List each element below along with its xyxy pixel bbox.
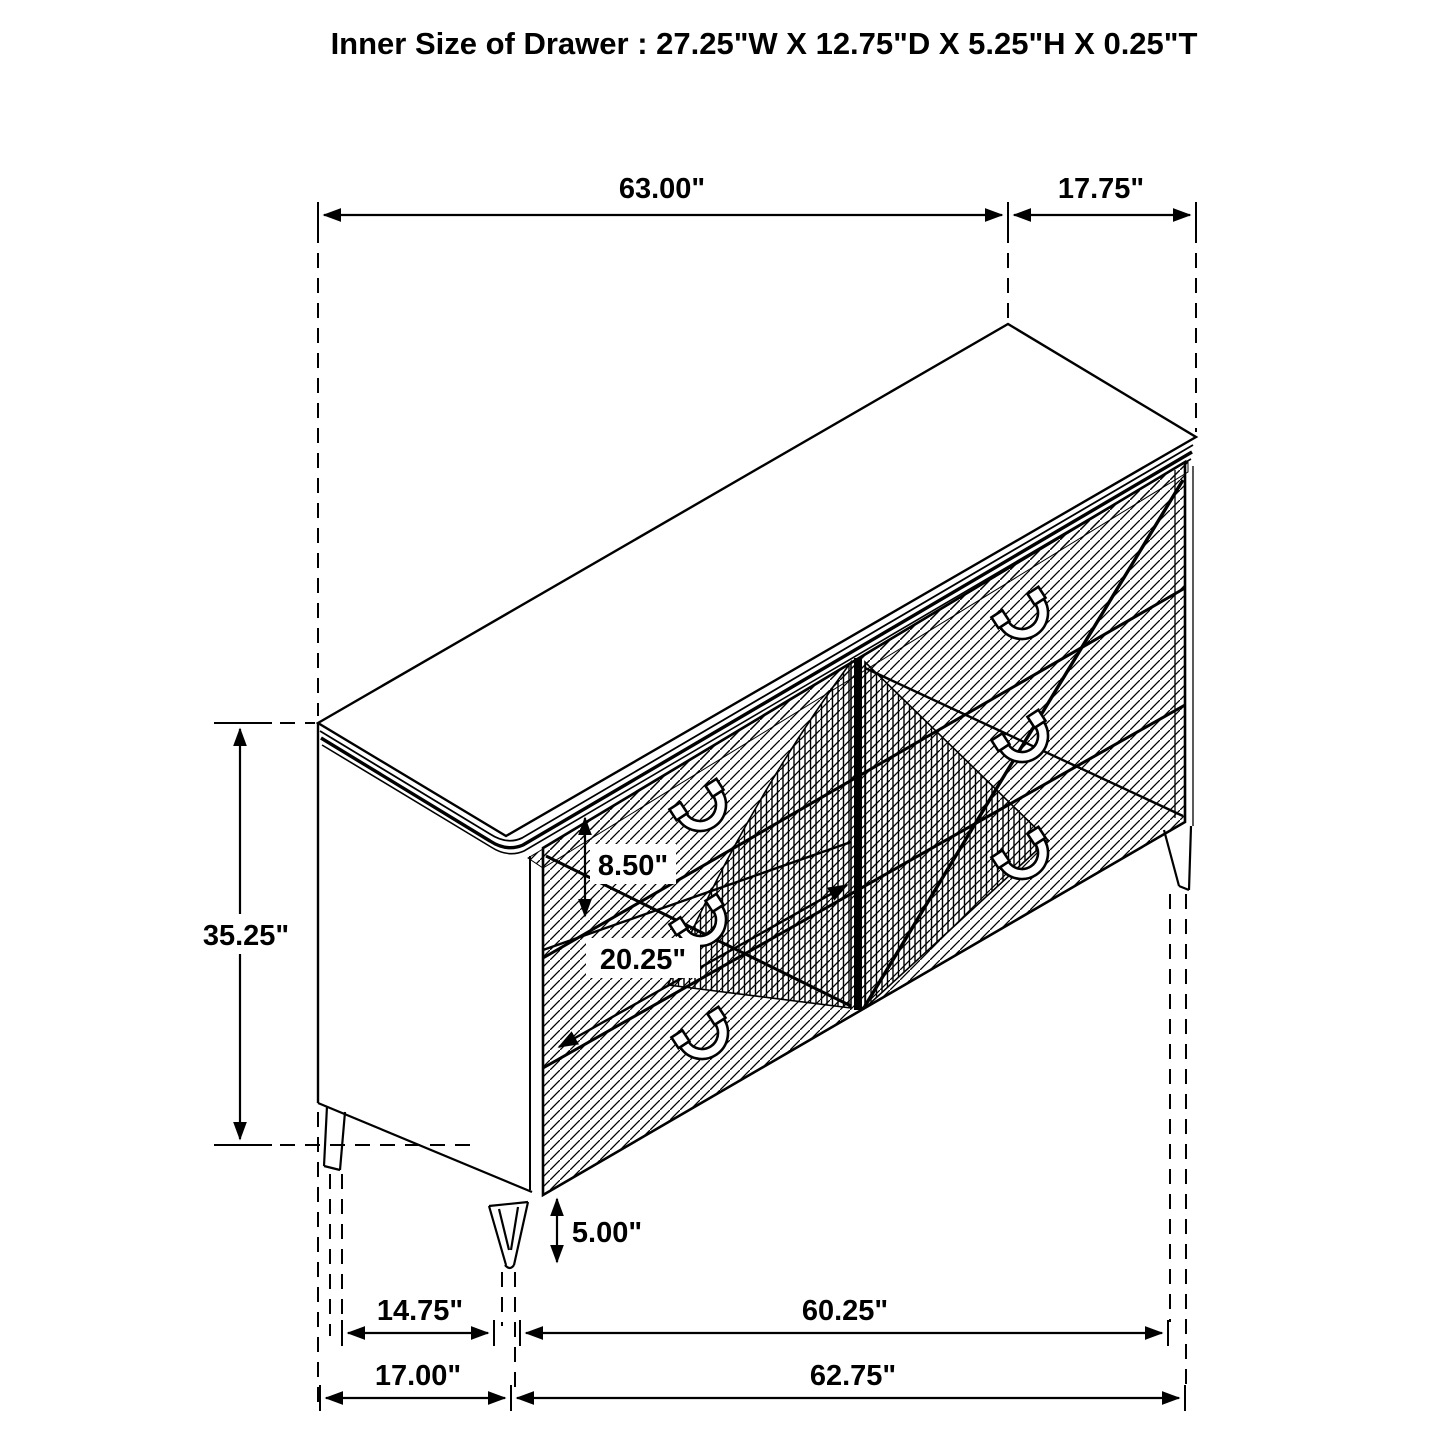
front-left-leg — [489, 1202, 528, 1268]
dim-label-overall-depth: 17.00" — [374, 1360, 462, 1392]
dim-label-overall-height: 35.25" — [202, 920, 290, 952]
dim-base-depth — [342, 1295, 494, 1346]
dim-label-overall-front-width: 62.75" — [809, 1360, 897, 1392]
dim-top-depth — [1014, 173, 1190, 215]
right-leg — [1164, 826, 1191, 890]
dim-label-drawer-height: 8.50" — [597, 850, 669, 882]
dim-overall-depth — [320, 1360, 511, 1411]
dim-label-base-front-width: 60.25" — [801, 1295, 889, 1327]
dim-label-top-width: 63.00" — [618, 173, 706, 205]
dim-base-front-width — [520, 1295, 1168, 1346]
dim-label-leg-height: 5.00" — [571, 1217, 643, 1249]
dim-label-base-depth: 14.75" — [376, 1295, 464, 1327]
dim-label-drawer-diagonal: 20.25" — [599, 944, 687, 976]
dim-overall-front-width — [517, 1360, 1185, 1411]
dresser-drawing — [318, 324, 1196, 1268]
dim-label-top-depth: 17.75" — [1057, 173, 1145, 205]
dim-leg-height — [557, 1199, 650, 1262]
page-title: Inner Size of Drawer : 27.25"W X 12.75"D X 5.25"H X 0.25"T — [330, 26, 1198, 61]
back-left-leg — [324, 1106, 345, 1170]
